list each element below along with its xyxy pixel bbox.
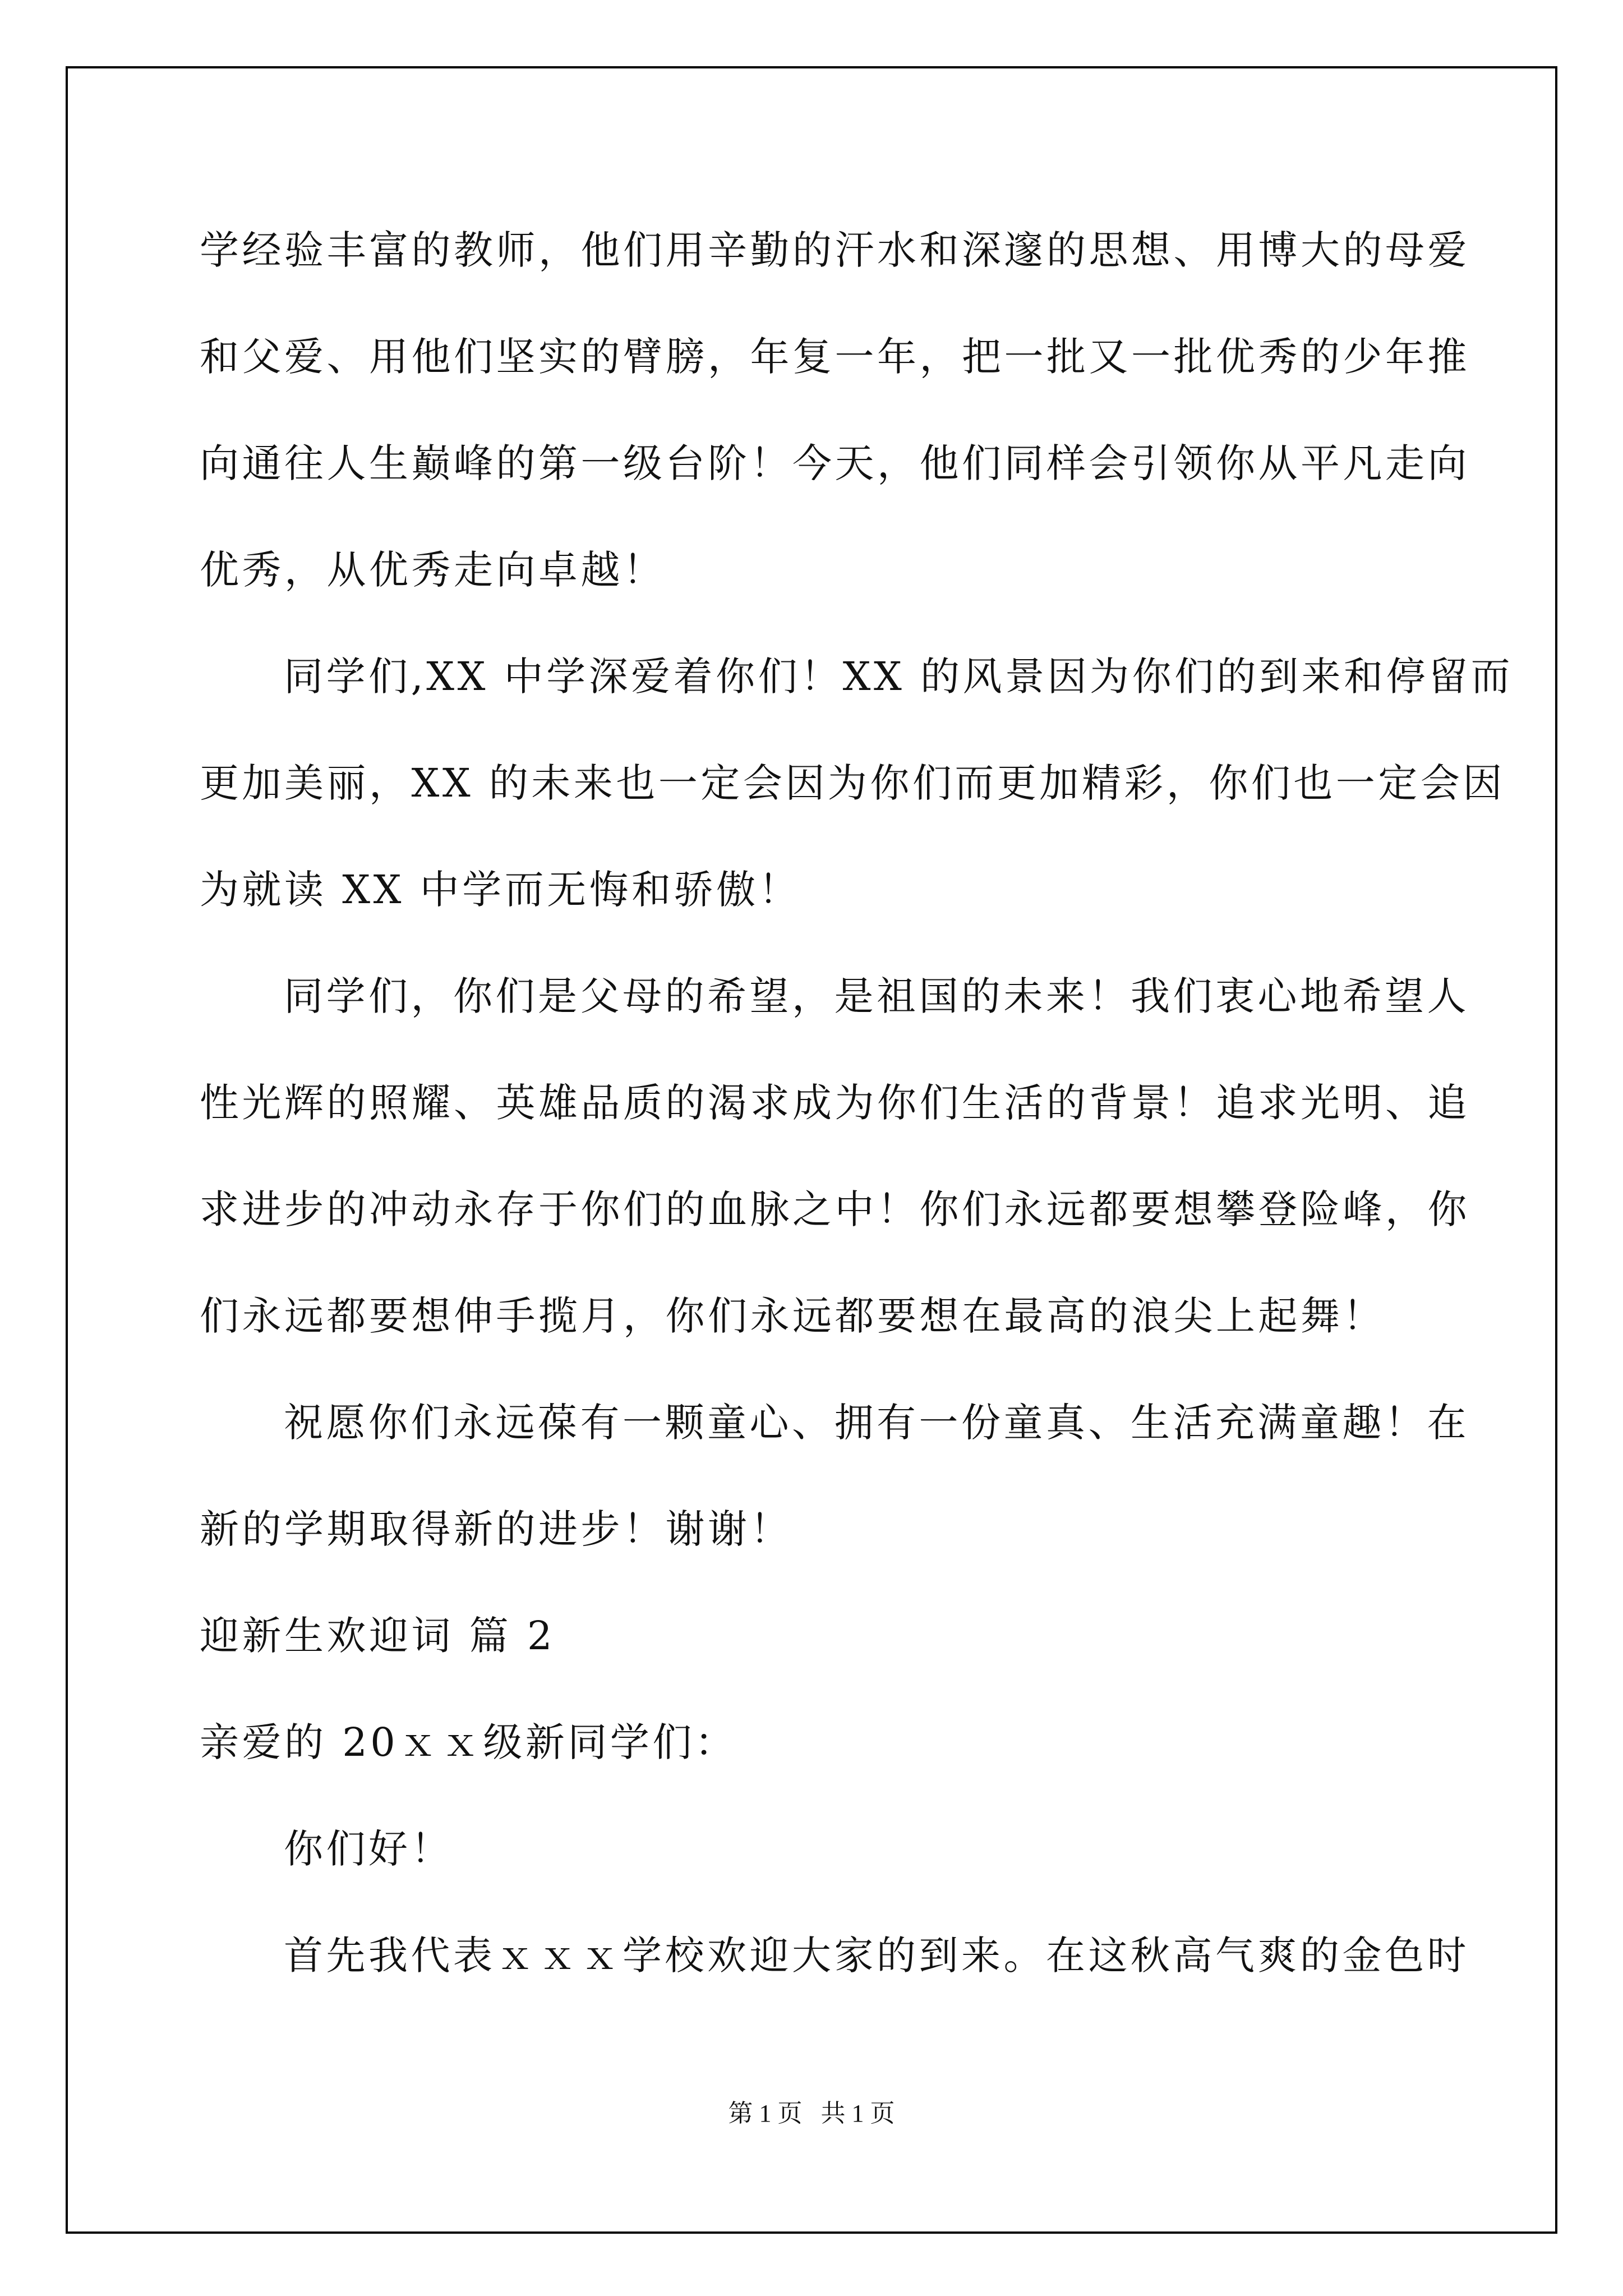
- body-text-line: 为就读 XX 中学而无悔和骄傲！: [200, 867, 801, 913]
- body-text-line: 和父爱、用他们坚实的臂膀，年复一年，把一批又一批优秀的少年推: [200, 334, 1470, 380]
- body-text-line: 们永远都要想伸手揽月，你们永远都要想在最高的浪尖上起舞！: [200, 1293, 1385, 1339]
- page-border: [66, 66, 1557, 2234]
- body-text-line: 新的学期取得新的进步！谢谢！: [200, 1506, 792, 1552]
- body-text-line: 求进步的冲动永存于你们的血脉之中！你们永远都要想攀登险峰，你: [200, 1186, 1470, 1232]
- page-number-footer: 第 1 页 共 1 页: [728, 2100, 895, 2127]
- paragraph-first-line: 祝愿你们永远葆有一颗童心、拥有一份童真、生活充满童趣！在: [284, 1400, 1469, 1446]
- salutation: 亲爱的 20ｘｘ级新同学们：: [200, 1719, 737, 1765]
- paragraph-first-line: 同学们，你们是父母的希望，是祖国的未来！我们衷心地希望人: [284, 973, 1469, 1019]
- greeting: 你们好！: [284, 1826, 453, 1872]
- body-text-line: 更加美丽，XX 的未来也一定会因为你们而更加精彩，你们也一定会因: [200, 760, 1505, 806]
- body-text-line: 向通往人生巅峰的第一级台阶！今天，他们同样会引领你从平凡走向: [200, 440, 1470, 486]
- body-text-line: 优秀，从优秀走向卓越！: [200, 547, 666, 593]
- paragraph-first-line: 首先我代表ｘｘｘ学校欢迎大家的到来。在这秋高气爽的金色时: [284, 1932, 1469, 1978]
- section-heading: 迎新生欢迎词 篇 2: [200, 1613, 556, 1659]
- paragraph-first-line: 同学们,XX 中学深爱着你们！XX 的风景因为你们的到来和停留而: [284, 654, 1514, 700]
- body-text-line: 学经验丰富的教师，他们用辛勤的汗水和深邃的思想、用博大的母爱: [200, 227, 1470, 273]
- body-text-line: 性光辉的照耀、英雄品质的渴求成为你们生活的背景！追求光明、追: [200, 1080, 1470, 1126]
